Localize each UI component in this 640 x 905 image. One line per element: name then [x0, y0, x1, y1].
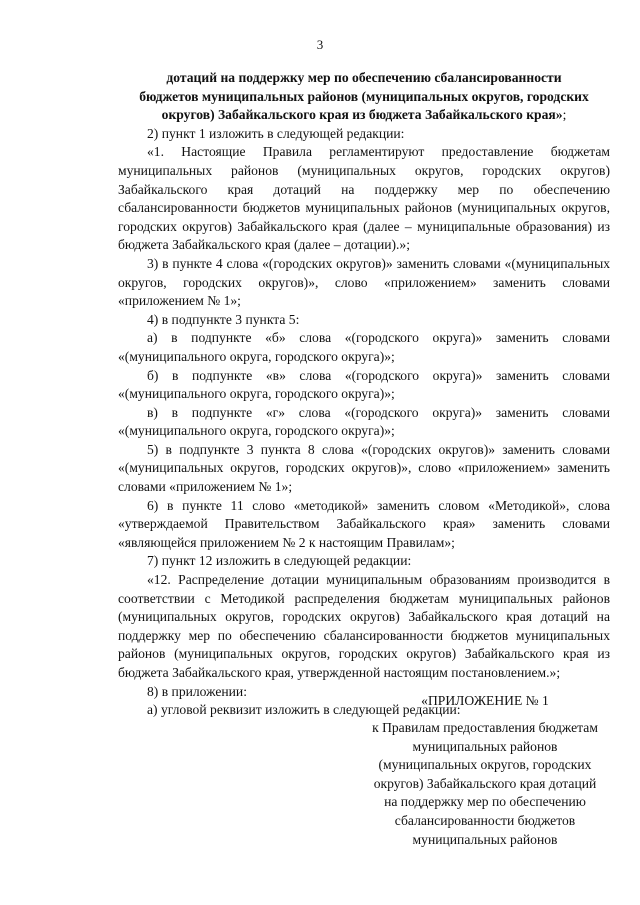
- appendix-line-6: сбалансированности бюджетов: [394, 812, 576, 828]
- appendix-line-3: (муниципальных округов, городских: [378, 757, 592, 773]
- paragraph-item-6: 6) в пункте 11 слово «методикой» заменить словом «Методикой», слова «утверждаемой Правительством Забайкальского края» заменить словами «являющейся приложением № 2 к настоящим Правилам»;: [118, 497, 610, 550]
- paragraph-item-8: 8) в приложении:: [147, 683, 247, 699]
- paragraph-item-4: 4) в подпункте 3 пункта 5:: [147, 311, 300, 327]
- appendix-line-1: к Правилам предоставления бюджетам: [372, 720, 598, 735]
- heading-line-2: бюджетов муниципальных районов (муниципальных округов, городских: [139, 88, 589, 104]
- paragraph-point-1-text: «1. Настоящие Правила регламентируют предоставление бюджетам муниципальных районов (муниципальных округов, городских округов) Забайкальского края дотаций на поддержку мер по обеспечению сбалансированности бюджетов муниципальных районов (муниципальных округов, городских округов) Забайкальского края (далее – муниципальные образования) из бюджета Забайкальского края (далее – дотации).»;: [118, 144, 610, 253]
- appendix-line-2: муниципальных районов: [412, 738, 558, 754]
- paragraph-point-12-text: «12. Распределение дотации муниципальным образованиям производится в соответствии с Методикой распределения бюджетам муниципальных районов (муниципальных округов, городских округов) Забайкальского края дотаций на поддержку мер по обеспечению сбалансированности бюджетов муниципальных районов (муниципальных округов, городских округов) Забайкальского края из бюджета Забайкальского края, утвержденной настоящим постановлением.»;: [118, 572, 610, 680]
- paragraph-item-7: 7) пункт 12 изложить в следующей редакции:: [147, 553, 412, 569]
- heading-tail: ;: [562, 107, 567, 123]
- paragraph-item-2: 2) пункт 1 изложить в следующей редакции:: [147, 125, 405, 141]
- page-number: 3: [316, 37, 324, 52]
- document-heading: [118, 69, 610, 125]
- paragraph-item-8a: а) угловой реквизит изложить в следующей редакции:: [147, 702, 461, 718]
- heading-line-1: дотаций на поддержку мер по обеспечению сбалансированности: [166, 70, 562, 85]
- appendix-title: «ПРИЛОЖЕНИЕ № 1: [421, 693, 549, 708]
- document-body: [118, 69, 610, 720]
- paragraph-item-4b: б) в подпункте «в» слова «(городского округа)» заменить словами «(муниципального округа, городского округа)»;: [118, 367, 610, 402]
- appendix-line-4: округов) Забайкальского края дотаций: [373, 775, 597, 791]
- appendix-line-7: муниципальных районов: [412, 831, 558, 847]
- appendix-line-5: на поддержку мер по обеспечению: [384, 794, 586, 810]
- paragraph-item-4v: в) в подпункте «г» слова «(городского округа)» заменить словами «(муниципального округа, городского округа)»;: [118, 404, 610, 439]
- heading-line-3: округов) Забайкальского края из бюджета Забайкальского края»: [161, 107, 563, 123]
- paragraph-item-3: 3) в пункте 4 слова «(городских округов)» заменить словами «(муниципальных округов, городских округов)», слово «приложением» заменить словами «приложением № 1»;: [118, 255, 610, 309]
- paragraph-item-4a: а) в подпункте «б» слова «(городского округа)» заменить словами «(муниципального округа, городского округа)»;: [118, 330, 610, 364]
- appendix-header-block: [360, 719, 610, 849]
- paragraph-item-5: 5) в подпункте 3 пункта 8 слова «(городских округов)» заменить словами «(муниципальных округов, городских округов)», слово «приложением» заменить словами «приложением № 1»;: [118, 441, 610, 495]
